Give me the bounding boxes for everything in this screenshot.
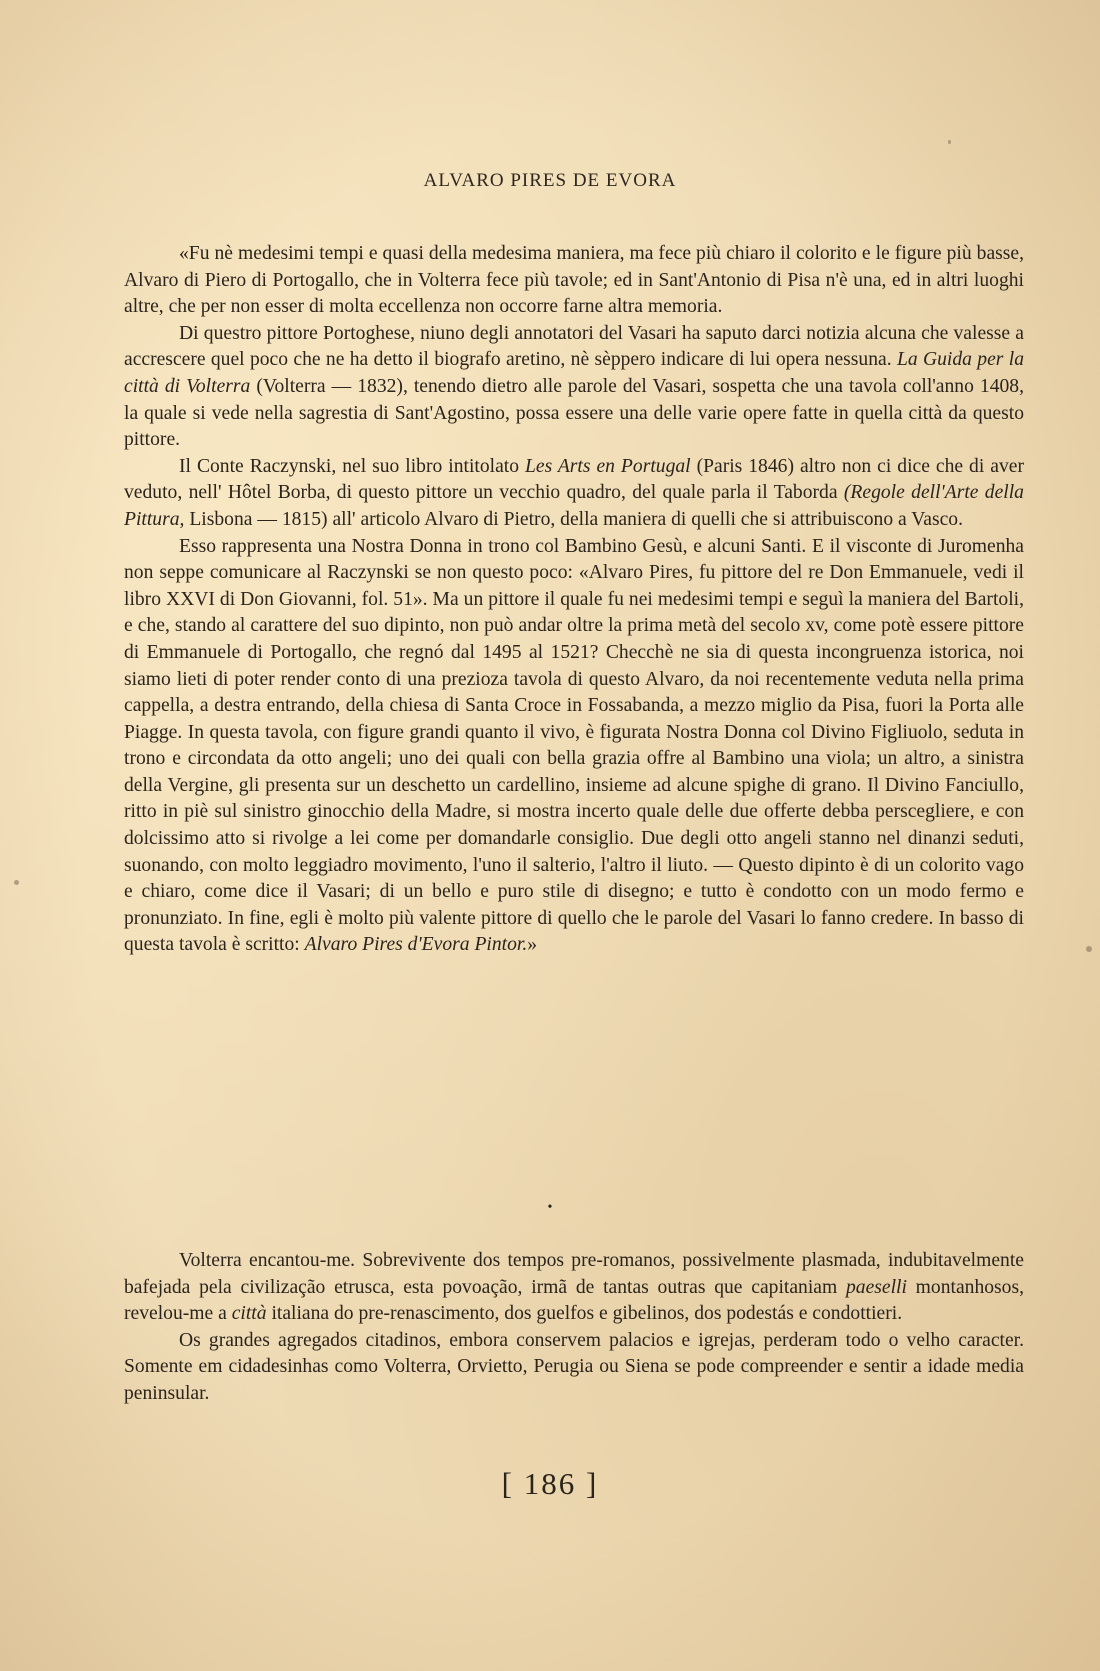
- paragraph: [124, 241, 1024, 321]
- paper-speck: [1086, 946, 1092, 952]
- paragraph: [124, 1248, 1024, 1328]
- italian-quotation-block: [124, 241, 1024, 959]
- italic-title-text: città: [231, 1303, 267, 1325]
- italic-title-text: Les Arts en Portugal: [525, 455, 691, 477]
- italic-title-text: paeselli: [845, 1276, 907, 1298]
- paragraph-text: Os grandes agregados citadinos, embora conservem palacios e igrejas, perderam todo o velho caracter. Somente em cidadesinhas como Volterra, Orvietto, Perugia ou Siena se pode compreender e sentir a idade media peninsular.: [124, 1329, 1024, 1404]
- paper-speck: [948, 140, 951, 144]
- paragraph-text: Volterra encantou-me. Sobrevivente dos tempos pre-romanos, possivelmente plasmada, indubitavelmente bafejada pela civilização etrusca, esta povoação, irmã de tantas outras que capitaniam: [124, 1250, 1024, 1298]
- italic-title-text: (Regole dell'Arte della Pittura,: [124, 482, 1024, 530]
- paragraph-text: Lisbona — 1815) all' articolo Alvaro di Pietro, della maniera di quelli che si attribuiscono a Vasco.: [184, 508, 963, 530]
- paragraph: [124, 321, 1024, 454]
- paper-speck: [14, 880, 19, 885]
- paragraph: [124, 454, 1024, 534]
- paragraph-text: (Volterra — 1832), tenendo dietro alle parole del Vasari, sospetta che una tavola coll'anno 1408, la quale si vede nella sagrestia di Sant'Agostino, possa essere una delle varie opere fatte in quella città da questo pittore.: [124, 375, 1024, 451]
- italic-title-text: La Guida per la città di Volterra: [124, 349, 1024, 397]
- paragraph-text: Esso rappresenta una Nostra Donna in trono col Bambino Gesù, e alcuni Santi. E il visconte di Juromenha non seppe comunicare al Raczynski se non questo poco: «Alvaro Pires, fu pittore del re Don Emmanuele, vedi il libro XXVI di Don Giovanni, fol. 51». Ma un pittore il quale fu nei medesimi tempi e seguì la maniera del Bartoli, e che, stando al carattere del suo dipinto, non può andar oltre la prima metà del secolo xv, come potè essere pittore di Emmanuele di Portogallo, che regnó dal 1495 al 1521? Checchè ne sia di questa incongruenza istorica, noi siamo lieti di poter render conto di una prezioza tavola di questo Alvaro, da noi recentemente veduta nella prima cappella, a destra entrando, della chiesa di Santa Croce in Fossabanda, a mezzo miglio da Pisa, fuori la Porta alle Piagge. In questa tavola, con figure grandi quanto il vivo, è figurata Nostra Donna col Divino Figliuolo, seduta in trono e circondata da otto angeli; uno dei quali con bella grazia offre al Bambino una viola; un altro, a sinistra della Vergine, gli presenta sur un deschetto un cardellino, insieme ad alcune spighe di grano. Il Divino Fanciullo, ritto in piè sul sinistro ginocchio della Madre, si mostra incerto quale delle due offerte debba perscegliere, e con dolcissimo atto si rivolge a lei come per domandarle consiglio. Due degli otto angeli stanno nel dinanzi seduti, suonando, con molto leggiadro movimento, l'uno il salterio, l'altro il liuto. — Questo dipinto è di un colorito vago e chiaro, come dice il Vasari; di un bello e puro stile di disegno; e tutto è condotto con un modo fermo e pronunziato. In fine, egli è molto più valente pittore di quello che le parole del Vasari lo fanno credere. In basso di questa tavola è scritto:: [124, 535, 1024, 956]
- paragraph-text: montanhosos, revelou-me a: [124, 1276, 1024, 1325]
- italic-title-text: Alvaro Pires d'Evora Pintor.: [304, 934, 528, 956]
- paragraph: [124, 534, 1024, 960]
- running-title: ALVARO PIRES DE EVORA: [423, 170, 677, 191]
- section-ornament: •: [547, 1200, 553, 1215]
- paragraph-text: Il Conte Raczynski, nel suo libro intitolato: [179, 455, 525, 477]
- paragraph: [124, 1328, 1024, 1408]
- page-number: [ 186 ]: [501, 1466, 599, 1501]
- paragraph-text: italiana do pre-renascimento, dos guelfos e gibelinos, dos podestás e condottieri.: [266, 1303, 903, 1325]
- paragraph-text: «Fu nè medesimi tempi e quasi della medesima maniera, ma fece più chiaro il colorito e le figure più basse, Alvaro di Piero di Portogallo, che in Volterra fece più tavole; ed in Sant'Antonio di Pisa n'è una, ed in altri luoghi altre, che per non esser di molta eccellenza non occorre farne altra memoria.: [124, 243, 1024, 318]
- portuguese-text-block: [124, 1248, 1024, 1408]
- paragraph-text: »: [527, 934, 538, 956]
- paragraph-text: Di questro pittore Portoghese, niuno degli annotatori del Vasari ha saputo darci notizia alcuna che valesse a accrescere quel poco che ne ha detto il biografo aretino, nè sèppero indicare di lui opera nessuna.: [124, 322, 1024, 371]
- paragraph-text: (Paris 1846) altro non ci dice che di aver veduto, nell' Hôtel Borba, di questo pittore un vecchio quadro, del quale parla il Taborda: [124, 455, 1024, 504]
